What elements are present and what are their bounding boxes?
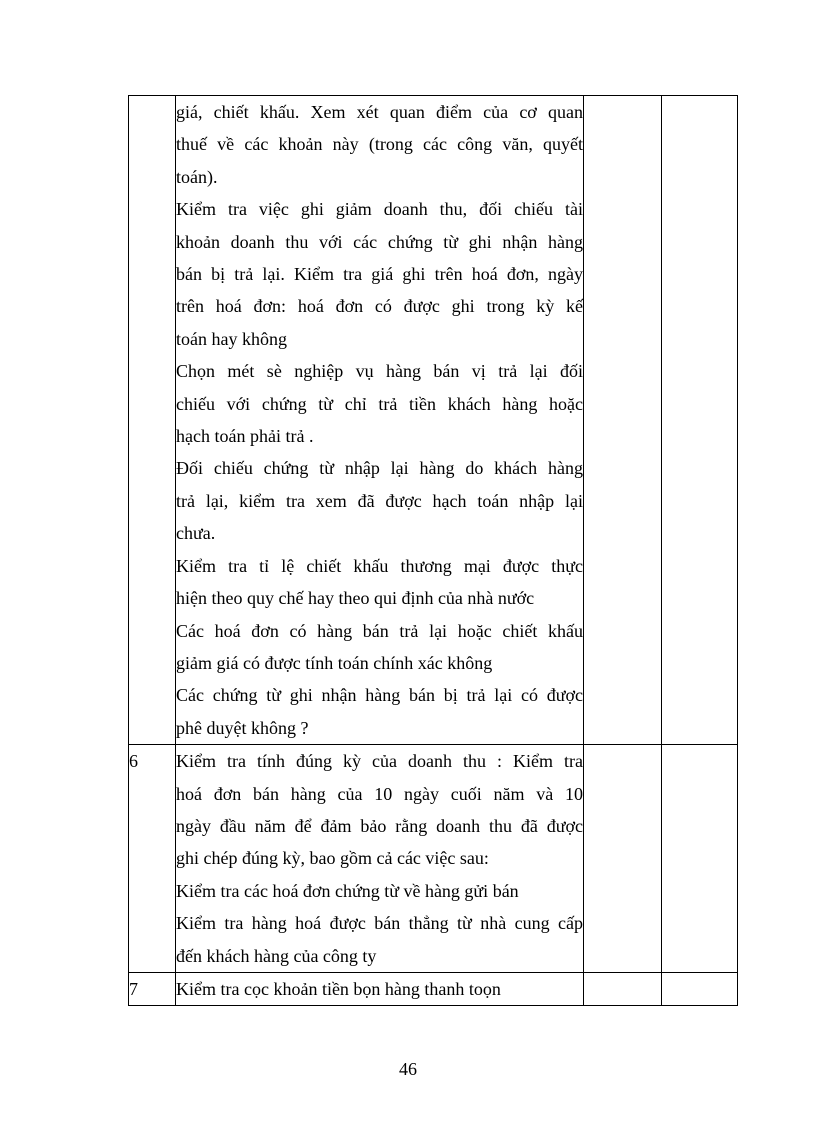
procedure-line: Chọn mét sè nghiệp vụ hàng bán vị trả lại đối [176, 361, 583, 382]
table-row [129, 972, 738, 1005]
procedure-line: thuế về các khoản này (trong các công văn, quyết [176, 134, 583, 155]
procedure-line: Các chứng từ ghi nhận hàng bán bị trả lại có được [176, 685, 583, 706]
procedure-line: Đối chiếu chứng từ nhập lại hàng do khách hàng [176, 458, 583, 479]
procedure-line: bán bị trả lại. Kiểm tra giá ghi trên hoá đơn, ngày [176, 264, 583, 285]
page-number: 46 [399, 1059, 417, 1079]
procedure-line: chưa. [176, 523, 216, 544]
empty-cell [584, 972, 662, 1005]
empty-cell [662, 96, 738, 745]
procedure-line: giảm giá có được tính toán chính xác không [176, 652, 493, 673]
procedure-line: toán). [176, 166, 218, 187]
procedure-line: Kiểm tra tính đúng kỳ của doanh thu : Kiểm tra [176, 751, 583, 772]
procedure-line: Kiểm tra việc ghi giảm doanh thu, đối chiếu tài [176, 199, 583, 220]
procedure-line: Các hoá đơn có hàng bán trả lại hoặc chiết khấu [176, 620, 583, 641]
audit-procedure-table [128, 95, 738, 1006]
procedure-line: chiếu với chứng từ chỉ trả tiền khách hàng hoặc [176, 393, 583, 414]
procedure-line: giá, chiết khấu. Xem xét quan điểm của cơ quan [176, 102, 583, 122]
procedure-line: ghi chép đúng kỳ, bao gồm cả các việc sau: [176, 848, 489, 869]
table-row [129, 745, 738, 973]
procedure-line: hoá đơn bán hàng của 10 ngày cuối năm và 10 [176, 783, 583, 804]
procedure-cell [176, 972, 584, 1005]
row-number-cell: 6 [129, 745, 176, 973]
empty-cell [662, 745, 738, 973]
procedure-line: trên hoá đơn: hoá đơn có được ghi trong kỳ kế [176, 296, 583, 317]
procedure-line: ngày đầu năm để đảm bảo rằng doanh thu đã được [176, 815, 583, 836]
procedure-line: hiện theo quy chế hay theo qui định của nhà nước [176, 588, 535, 609]
empty-cell [584, 96, 662, 745]
procedure-line: Kiểm tra hàng hoá được bán thẳng từ nhà cung cấp [176, 913, 583, 934]
procedure-cell [176, 96, 584, 745]
procedure-line: hạch toán phải trả . [176, 426, 314, 447]
procedure-line: Kiểm tra các hoá đơn chứng từ về hàng gửi bán [176, 880, 519, 901]
procedure-line: toán hay không [176, 328, 287, 349]
procedure-line: đến khách hàng của công ty [176, 945, 377, 966]
row-number-cell: 7 [129, 972, 176, 1005]
row-number-cell [129, 96, 176, 745]
procedure-line: phê duyệt không ? [176, 717, 309, 738]
empty-cell [662, 972, 738, 1005]
procedure-line: khoản doanh thu với các chứng từ ghi nhận hàng [176, 231, 583, 252]
table-row [129, 96, 738, 745]
procedure-cell [176, 745, 584, 973]
procedure-line: Kiểm tra cọc khoản tiền bọn hàng thanh toọn [176, 978, 501, 999]
procedure-line: Kiểm tra tỉ lệ chiết khấu thương mại được thực [176, 555, 583, 576]
procedure-line: trả lại, kiểm tra xem đã được hạch toán nhập lại [176, 490, 583, 511]
empty-cell [584, 745, 662, 973]
